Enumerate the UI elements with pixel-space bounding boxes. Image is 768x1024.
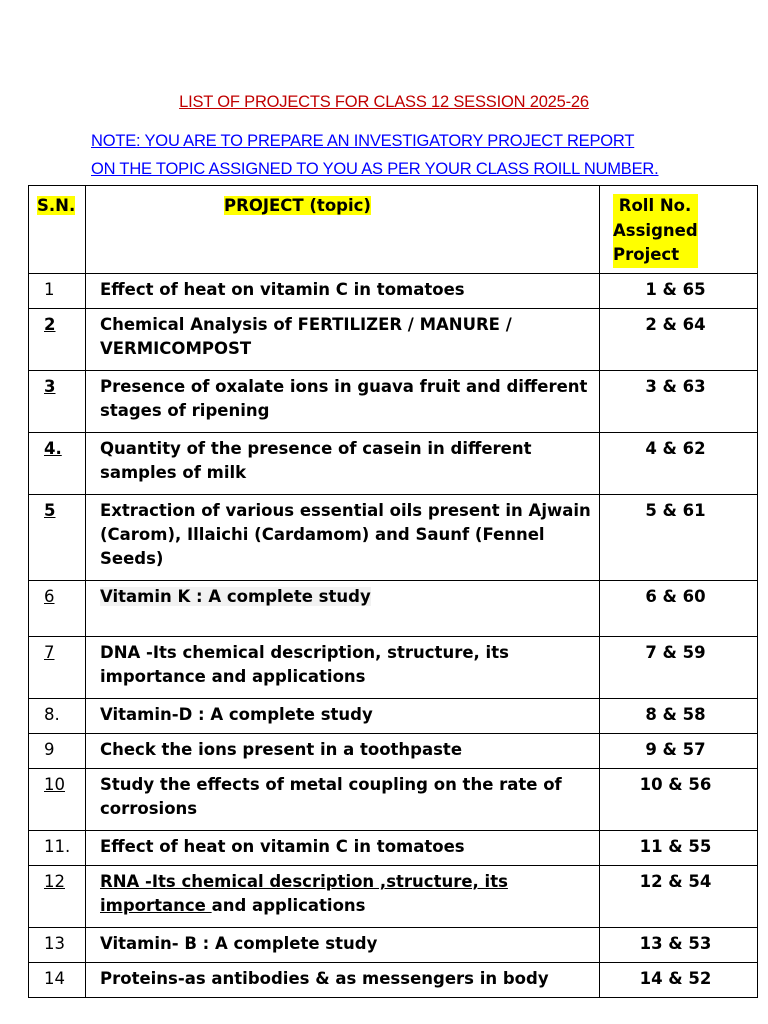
projects-table: [28, 185, 758, 998]
row-topic: Check the ions present in a toothpaste: [86, 734, 600, 769]
row-roll: 1 & 65: [600, 274, 758, 309]
table-row: [29, 371, 758, 433]
row-topic: Presence of oxalate ions in guava fruit and different stages of ripening: [86, 371, 600, 433]
table-row: [29, 866, 758, 928]
row-roll: 13 & 53: [600, 928, 758, 963]
row-topic: Study the effects of metal coupling on the rate of corrosions: [86, 769, 600, 831]
table-row: [29, 963, 758, 998]
table-row: [29, 433, 758, 495]
row-roll: 7 & 59: [600, 637, 758, 699]
table-row: [29, 928, 758, 963]
note-line-1: NOTE: YOU ARE TO PREPARE AN INVESTIGATORY PROJECT REPORT: [91, 132, 635, 150]
row-topic: Extraction of various essential oils present in Ajwain (Carom), Illaichi (Cardamom) and Saunf (Fennel Seeds): [86, 495, 600, 581]
row-topic: Vitamin- B : A complete study: [86, 928, 600, 963]
row-roll: 2 & 64: [600, 309, 758, 371]
row-sn: 7: [44, 643, 55, 662]
row-topic: RNA -Its chemical description ,structure, its importance and applications: [86, 866, 600, 928]
table-row: [29, 495, 758, 581]
row-sn: 6: [44, 587, 55, 606]
row-sn: 8.: [29, 699, 86, 734]
row-sn: 4.: [44, 439, 62, 458]
row-topic: Vitamin-D : A complete study: [86, 699, 600, 734]
header-sn: S.N.: [29, 186, 86, 274]
row-roll: 12 & 54: [600, 866, 758, 928]
row-sn: 10: [44, 775, 65, 794]
row-roll: 10 & 56: [600, 769, 758, 831]
document-title: LIST OF PROJECTS FOR CLASS 12 SESSION 2025-26: [179, 93, 589, 111]
table-row: [29, 769, 758, 831]
header-project: PROJECT (topic): [86, 186, 600, 274]
table-row: [29, 309, 758, 371]
row-roll: 11 & 55: [600, 831, 758, 866]
table-row: [29, 831, 758, 866]
row-topic: Chemical Analysis of FERTILIZER / MANURE / VERMICOMPOST: [86, 309, 600, 371]
table-row: [29, 274, 758, 309]
row-sn: 13: [29, 928, 86, 963]
row-roll: 9 & 57: [600, 734, 758, 769]
row-sn: 1: [29, 274, 86, 309]
row-topic: Quantity of the presence of casein in different samples of milk: [86, 433, 600, 495]
row-roll: 4 & 62: [600, 433, 758, 495]
table-row: [29, 699, 758, 734]
row-topic: DNA -Its chemical description, structure, its importance and applications: [86, 637, 600, 699]
row-sn: 12: [44, 872, 65, 891]
row-sn: 9: [29, 734, 86, 769]
row-topic: Vitamin K : A complete study: [100, 587, 371, 606]
row-roll: 5 & 61: [600, 495, 758, 581]
note-line-2: ON THE TOPIC ASSIGNED TO YOU AS PER YOUR CLASS ROILL NUMBER.: [91, 160, 659, 178]
row-sn: 3: [44, 377, 56, 396]
row-roll: 3 & 63: [600, 371, 758, 433]
table-row: [29, 581, 758, 637]
row-roll: 8 & 58: [600, 699, 758, 734]
row-roll: 14 & 52: [600, 963, 758, 998]
row-sn: 5: [44, 501, 56, 520]
row-sn: 11.: [29, 831, 86, 866]
row-topic: Effect of heat on vitamin C in tomatoes: [86, 274, 600, 309]
header-roll: Roll No. Assigned Project: [600, 186, 758, 274]
row-sn: 14: [29, 963, 86, 998]
table-header-row: [29, 186, 758, 274]
row-roll: 6 & 60: [600, 581, 758, 637]
row-topic: Effect of heat on vitamin C in tomatoes: [86, 831, 600, 866]
row-sn: 2: [44, 315, 56, 334]
table-row: [29, 637, 758, 699]
row-topic: Proteins-as antibodies & as messengers in body: [86, 963, 600, 998]
table-row: [29, 734, 758, 769]
